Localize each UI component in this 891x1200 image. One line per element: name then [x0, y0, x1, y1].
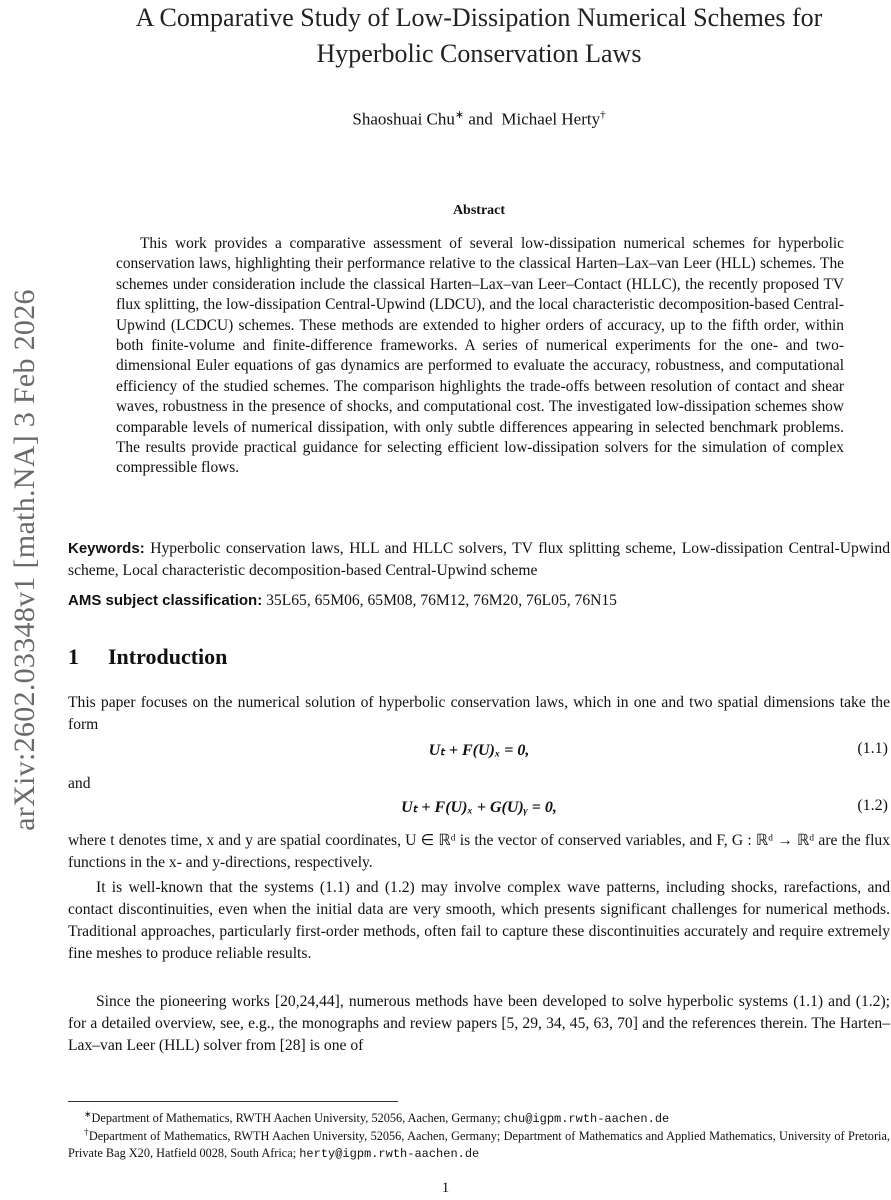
- title-line-2: Hyperbolic Conservation Laws: [316, 39, 642, 68]
- section-title: Introduction: [108, 644, 228, 669]
- abstract-text: This work provides a comparative assessment of several low-dissipation numerical schemes for hyperbolic conservation laws, highlighting their performance relative to the classical Harten–Lax–van Leer (HLL) schemes. The schemes under consideration include the classical Harten–Lax–van Leer–Contact (HLLC), the recently proposed TV flux splitting, the low-dissipation Central-Upwind (LDCU), and the local characteristic decomposition-based Central-Upwind (LCDCU) schemes. These methods are extended to higher orders of accuracy, up to the fifth order, within both finite-volume and finite-difference frameworks. A series of numerical experiments for the one- and two-dimensional Euler equations of gas dynamics are performed to evaluate the accuracy, robustness, and computational efficiency of the studied schemes. The comparison highlights the trade-offs between resolution of contact and shear waves, robustness in the presence of shocks, and computational cost. The investigated low-dissipation schemes show comparable levels of numerical dissipation, with only subtle differences appearing in selected benchmark problems. The results provide practical guidance for selecting efficient low-dissipation solvers for the simulation of complex compressible flows.: [116, 235, 844, 477]
- keywords: [68, 538, 890, 582]
- arxiv-sidebar-stamp: [0, 215, 50, 905]
- footnote-2-text: Department of Mathematics, RWTH Aachen University, 52056, Aachen, Germany; Department of Mathematics and Applied Mathematics, University of Pretoria, Private Bag X20, Hatfield 0028, South Africa;: [68, 1129, 890, 1161]
- intro-paragraph-2: where t denotes time, x and y are spatial coordinates, U ∈ ℝᵈ is the vector of conserved variables, and F, G : ℝᵈ → ℝᵈ are the flux functions in the x- and y-directions, respectively.: [68, 832, 890, 871]
- ams-codes: 35L65, 65M06, 65M08, 76M12, 76M20, 76L05, 76N15: [262, 592, 617, 609]
- intro-paragraph-3: It is well-known that the systems (1.1) and (1.2) may involve complex wave patterns, including shocks, rarefactions, and contact discontinuities, even when the initial data are very smooth, which presents significant challenges for numerical methods. Traditional approaches, particularly first-order methods, often fail to capture these discontinuities accurately and require extremely fine meshes to produce reliable results.: [68, 879, 890, 962]
- author-list: [70, 108, 888, 130]
- footnote-2: [68, 1124, 890, 1163]
- equation-1-1-body: Uₜ + F(U)ₓ = 0,: [428, 742, 530, 759]
- author-2: Michael Herty: [501, 109, 601, 129]
- and-word: and: [68, 775, 91, 792]
- keywords-label: Keywords:: [68, 540, 145, 557]
- section-heading: [68, 644, 227, 670]
- author-1-footnote-mark: ∗: [454, 109, 465, 121]
- keywords-list: Hyperbolic conservation laws, HLL and HLLC solvers, TV flux splitting scheme, Low-dissipation Central-Upwind scheme, Local characteristic decomposition-based Central-Upwind scheme: [68, 540, 890, 579]
- footnote-2-email: herty@igpm.rwth-aachen.de: [299, 1147, 480, 1162]
- footnote-rule: [68, 1101, 398, 1102]
- arxiv-identifier: arXiv:2602.03348v1 [math.NA] 3 Feb 2026: [8, 289, 41, 831]
- author-1: Shaoshuai Chu: [352, 109, 455, 129]
- author-separator: and: [464, 109, 502, 129]
- footnote-2-mark: †: [84, 1127, 89, 1137]
- page-number: 1: [441, 1180, 450, 1196]
- footnote-1-mark: ∗: [84, 1109, 92, 1119]
- title-line-1: A Comparative Study of Low-Dissipation Numerical Schemes for: [135, 3, 823, 32]
- equation-1-2-number: (1.2): [857, 797, 888, 814]
- ams-classification: [68, 590, 890, 612]
- ams-label: AMS subject classification:: [68, 592, 263, 609]
- paper-title: [70, 0, 888, 72]
- equation-1-2-body: Uₜ + F(U)ₓ + G(U)ᵧ = 0,: [401, 799, 557, 816]
- section-number: 1: [68, 644, 79, 669]
- equation-1-1-number: (1.1): [857, 740, 888, 757]
- author-2-footnote-mark: †: [600, 109, 606, 121]
- abstract-heading: Abstract: [452, 203, 506, 218]
- intro-paragraph-4: Since the pioneering works [20,24,44], numerous methods have been developed to solve hyperbolic systems (1.1) and (1.2); for a detailed overview, see, e.g., the monographs and review papers [5, 29, 34, 45, 63, 70] and the references therein. The Harten–Lax–van Leer (HLL) solver from [28] is one of: [68, 993, 890, 1054]
- footnote-1-text: Department of Mathematics, RWTH Aachen University, 52056, Aachen, Germany;: [91, 1111, 504, 1126]
- footnote-1-email: chu@igpm.rwth-aachen.de: [503, 1112, 670, 1127]
- intro-paragraph-1: This paper focuses on the numerical solution of hyperbolic conservation laws, which in one and two spatial dimensions take the form: [68, 694, 890, 733]
